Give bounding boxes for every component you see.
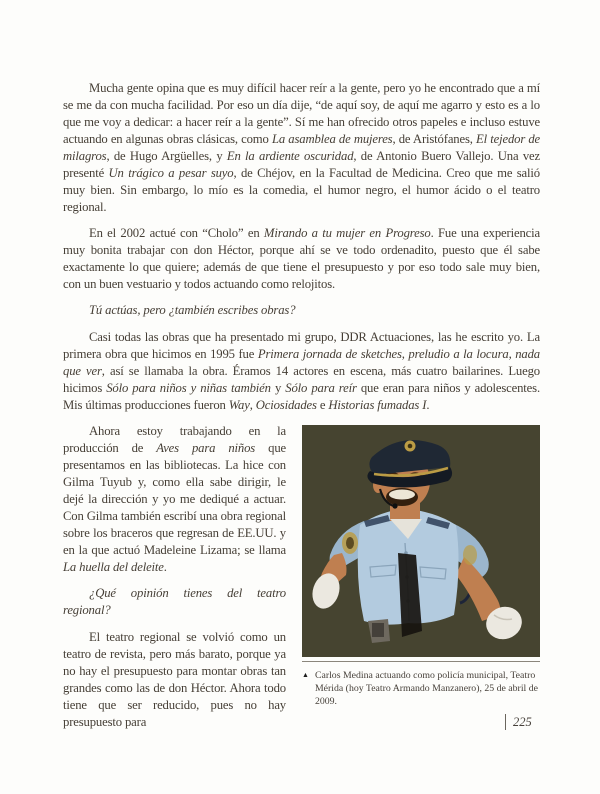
paragraph-aves: Ahora estoy trabajando en la producción de Aves para niños que presentamos en las bibliotecas. La hice con Gilma Tuyub y, como ella sabe dirigir, le dejé la dirección y yo me dediqué a actuar. Con Gilma también escribí una obra regional sobre los braceros que regresan de EE.UU. y en la que actuó Madeleine Lizama; se llama La huella del deleite. — [63, 424, 286, 574]
police-officer-photo — [302, 425, 540, 657]
photo-caption — [302, 669, 540, 708]
interview-question-1: Tú actúas, pero ¿también escribes obras? — [89, 303, 296, 317]
page-number-bar — [505, 714, 506, 730]
page-number — [505, 714, 532, 730]
shoulder-patch-right — [463, 545, 477, 565]
interview-question-2: ¿Qué opinión tienes del teatro regional? — [63, 586, 286, 617]
paragraph-cholo: En el 2002 actué con “Cholo” en Mirando a tu mujer en Progreso. Fue una experiencia muy bonita trabajar con don Héctor, porque ahí se ve todo ordenadito, puesto que él sabe exactamente lo que quiere; además de que tiene el presupuesto y por eso todo sale muy bien, con un buen vestuario y todos actuando como relojitos. — [63, 226, 540, 291]
paragraph-intro: Mucha gente opina que es muy difícil hacer reír a la gente, pero yo he encontrado que a mí se me da con mucha facilidad. Por eso un día dije, “de aquí soy, de aquí me agarro y esto es a lo que me voy a dedicar: a hacer reír a la gente”. Sí me han ofrecido otros papeles e incluso estuve actuando en algunas obras clásicas, como La asamblea de mujeres, de Aristófanes, El tejedor de milagros, de Hugo Argüelles, y En la ardiente oscuridad, de Antonio Buero Vallejo. Una vez presenté Un trágico a pesar suyo, de Chéjov, en la Facultad de Medicina. Creo que me salió muy bien. Sin embargo, lo mío es la comedia, el humor negro, el humor ácido o el teatro regional. — [63, 81, 541, 214]
text-block — [63, 80, 540, 740]
caption-triangle-icon: ▲ — [302, 671, 309, 679]
page-number-value: 225 — [513, 714, 532, 729]
paragraph-obras: Casi todas las obras que ha presentado mi grupo, DDR Actuaciones, las he escrito yo. La primera obra que hicimos en 1995 fue Primera jornada de sketches, preludio a la locura, nada que ver, así se llamaba la obra. Éramos 14 actores en escena, más cuatro bailarines. Luego hicimos Sólo para niños y niñas también y Sólo para reír que eran para niños y adolescentes. Mis últimas producciones fueron Way, Ociosidades e Historias fumadas I. — [63, 330, 540, 412]
caption-text: Carlos Medina actuando como policía municipal, Teatro Mérida (hoy Teatro Armando Manzanero), 25 de abril de 2009. — [314, 670, 538, 707]
photo-figure — [302, 425, 540, 708]
paragraph-teatro-regional: El teatro regional se volvió como un teatro de revista, pero más barato, porque ya no hay el presupuesto para montar obras tan grandes como las de don Héctor. Ahora todo tiene que ser reducido, pues no hay presupuesto para — [63, 630, 286, 729]
caption-divider — [302, 661, 540, 662]
officer-teeth — [389, 490, 415, 500]
microphone-tip — [392, 503, 397, 508]
